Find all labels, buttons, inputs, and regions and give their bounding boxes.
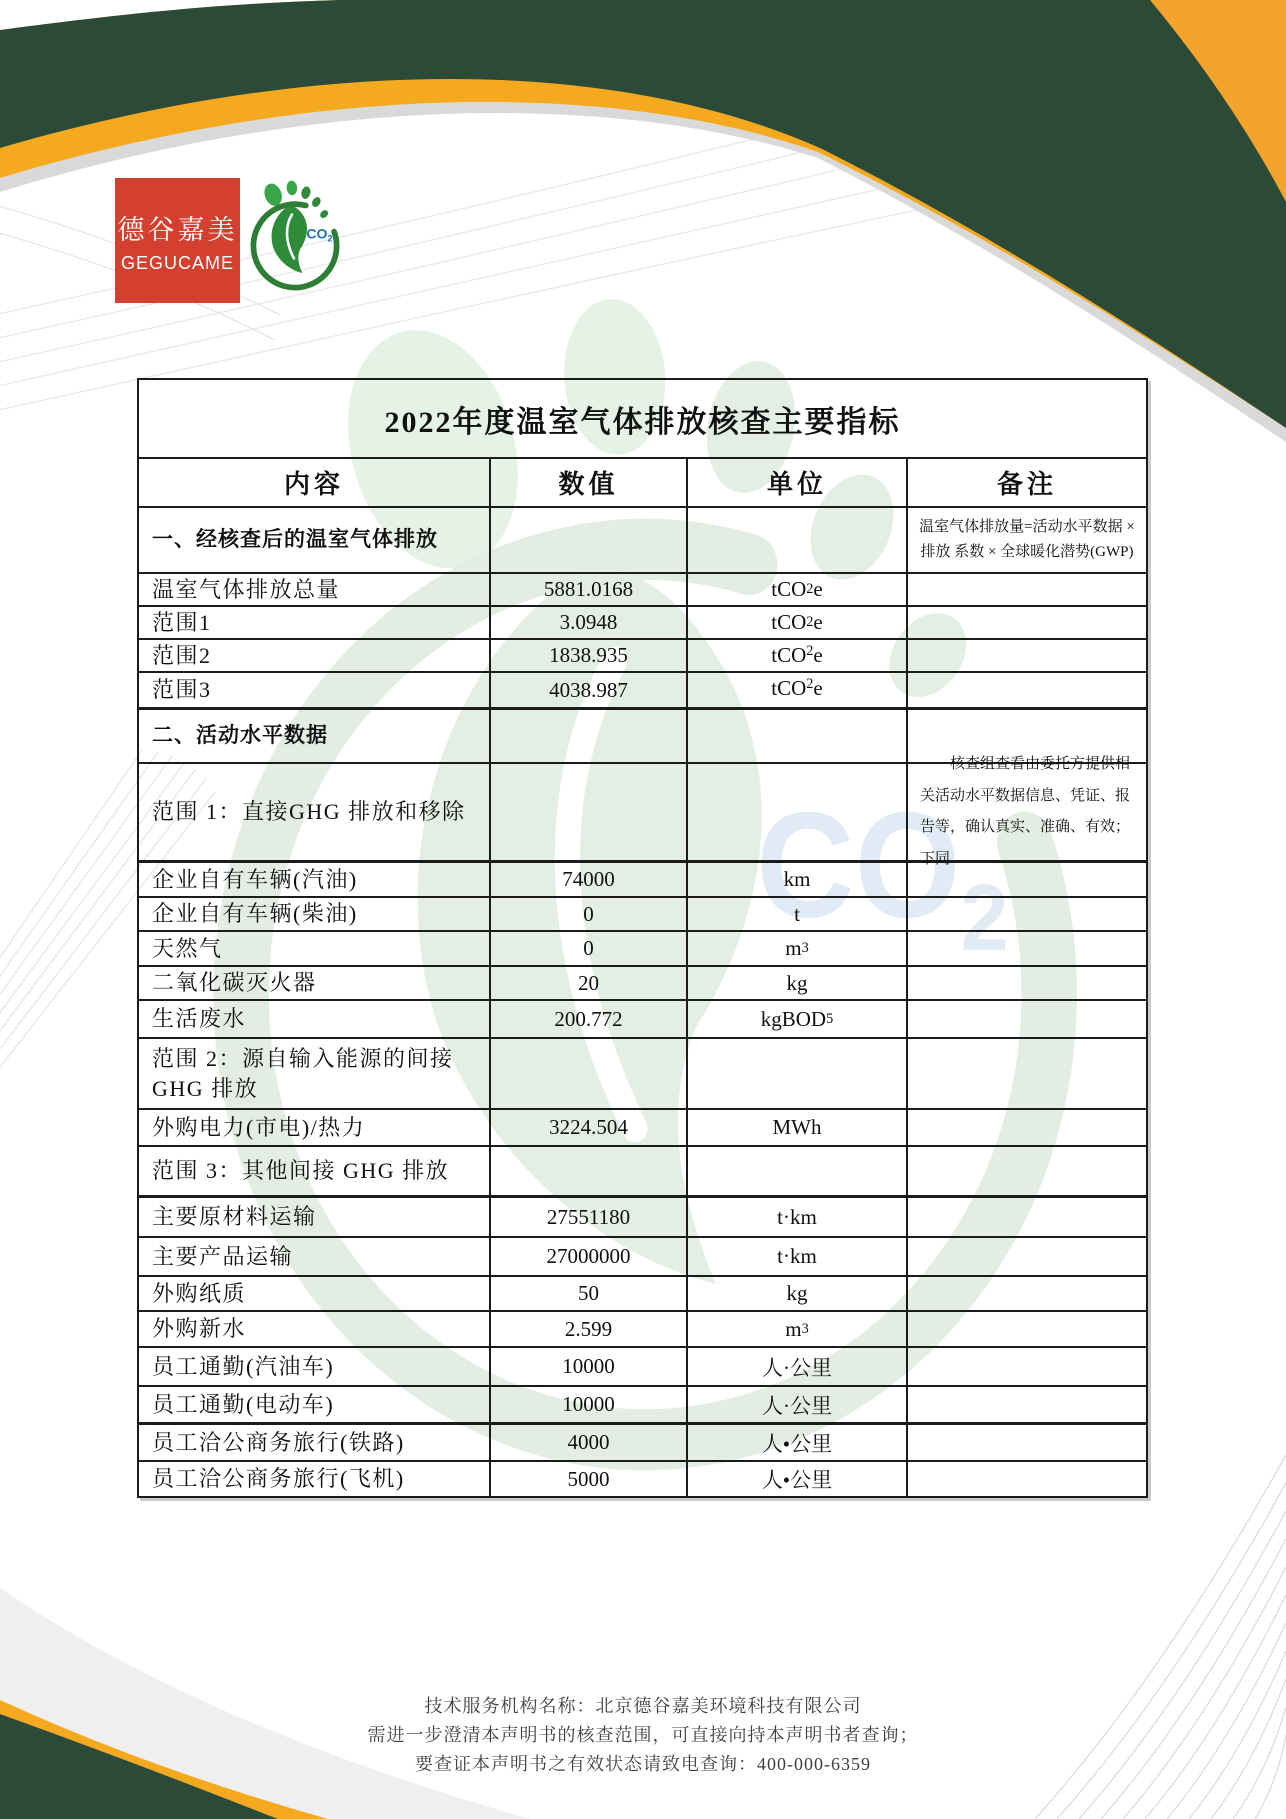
cell-remark — [906, 1387, 1146, 1422]
table-row — [139, 671, 1146, 707]
cell-unit: m 3 — [686, 932, 906, 965]
cell-label: 企业自有车辆(汽油) — [152, 866, 358, 892]
cell-unit: tCO 2 e — [686, 673, 906, 707]
cell-value: 5881.0168 — [489, 574, 686, 605]
cell-unit: MWh — [686, 1110, 906, 1145]
header-content: 内容 — [283, 470, 344, 499]
cell-remark: 核查组查看由委托方提供相关活动水平数据信息、凭证、报告等，确认真实、准确、有效；下同 — [906, 764, 1146, 860]
table-row — [139, 1037, 1146, 1108]
cell-value: 74000 — [489, 863, 686, 896]
table-row — [139, 930, 1146, 965]
cell-label: 员工洽公商务旅行(铁路) — [152, 1429, 405, 1455]
table-row — [139, 896, 1146, 930]
table-rows — [139, 506, 1146, 1496]
table-row — [139, 965, 1146, 999]
cell-remark — [906, 640, 1146, 671]
table-row — [139, 860, 1146, 896]
cell-remark — [906, 1312, 1146, 1346]
table-row — [139, 638, 1146, 671]
cell-value: 4038.987 — [489, 673, 686, 707]
cell-value: 4000 — [489, 1425, 686, 1460]
table-row — [139, 1275, 1146, 1310]
cell-remark — [906, 1238, 1146, 1275]
cell-value: 0 — [489, 898, 686, 930]
cell-value — [489, 508, 686, 572]
table-row — [139, 1145, 1146, 1195]
cell-unit: kg — [686, 1277, 906, 1310]
cell-unit: m 3 — [686, 1312, 906, 1346]
cell-remark: 温室气体排放量=活动水平数据 × 排放 系数 × 全球暖化潜势(GWP) — [906, 508, 1146, 572]
cell-value: 10000 — [489, 1348, 686, 1385]
cell-remark — [906, 1198, 1146, 1236]
cell-value: 10000 — [489, 1387, 686, 1422]
footer-line: 要查证本声明书之有效状态请致电查询：400-000-6359 — [415, 1754, 871, 1774]
cell-unit: t — [686, 898, 906, 930]
cell-label: 外购电力(市电)/热力 — [152, 1114, 366, 1140]
cell-unit — [686, 1147, 906, 1195]
cell-unit: tCO 2 e — [686, 607, 906, 638]
cell-label: 主要原材料运输 — [152, 1204, 317, 1230]
table-title: 2022年度温室气体排放核查主要指标 — [384, 405, 901, 439]
cell-value: 1838.935 — [489, 640, 686, 671]
cell-value: 3224.504 — [489, 1110, 686, 1145]
cell-value: 27551180 — [489, 1198, 686, 1236]
cell-value: 20 — [489, 967, 686, 999]
cell-value — [489, 1147, 686, 1195]
cell-remark — [906, 607, 1146, 638]
cell-unit — [686, 1039, 906, 1108]
cell-value — [489, 1039, 686, 1108]
table-row — [139, 756, 1146, 867]
cell-label: 员工洽公商务旅行(飞机) — [152, 1466, 405, 1492]
cell-unit — [686, 764, 906, 860]
table-row — [139, 1195, 1146, 1236]
cell-unit: t·km — [686, 1238, 906, 1275]
cell-unit: tCO 2 e — [686, 574, 906, 605]
cell-label: 天然气 — [152, 935, 223, 961]
cell-unit — [686, 508, 906, 572]
cell-label: 范围 3：其他间接 GHG 排放 — [152, 1158, 450, 1184]
cell-value: 0 — [489, 932, 686, 965]
table-row — [139, 1236, 1146, 1275]
cell-remark — [906, 1277, 1146, 1310]
cell-label: 一、经核查后的温室气体排放 — [152, 527, 438, 551]
cell-label: 主要产品运输 — [152, 1243, 294, 1269]
cell-unit: 人·公里 — [686, 1348, 906, 1385]
cell-value: 2.599 — [489, 1312, 686, 1346]
cell-label: 员工通勤(汽油车) — [152, 1353, 335, 1379]
cell-value: 5000 — [489, 1462, 686, 1496]
cell-remark — [906, 1110, 1146, 1145]
cell-remark — [906, 1001, 1146, 1037]
cell-value: 50 — [489, 1277, 686, 1310]
cell-remark — [906, 1425, 1146, 1460]
cell-unit: 人•公里 — [686, 1462, 906, 1496]
cell-label: 外购新水 — [152, 1316, 247, 1342]
ghg-indicators-table — [137, 378, 1148, 1498]
table-row — [139, 999, 1146, 1037]
footer-line: 技术服务机构名称：北京德谷嘉美环境科技有限公司 — [424, 1696, 862, 1716]
cell-value — [489, 710, 686, 762]
cell-remark — [906, 1348, 1146, 1385]
table-row — [139, 1385, 1146, 1422]
cell-label: 二、活动水平数据 — [152, 723, 328, 747]
table-row — [139, 1346, 1146, 1385]
cell-label: 生活废水 — [152, 1006, 247, 1032]
footer — [0, 1692, 1286, 1779]
table-row — [139, 1422, 1146, 1460]
cell-unit: kgBOD 5 — [686, 1001, 906, 1037]
cell-label: 范围1 — [152, 609, 212, 635]
cell-label: 范围 2：源自输入能源的间接GHG 排放 — [152, 1045, 454, 1101]
table-row — [139, 1108, 1146, 1145]
cell-remark — [906, 863, 1146, 896]
cell-label: 员工通勤(电动车) — [152, 1391, 335, 1417]
cell-unit: 人•公里 — [686, 1425, 906, 1460]
cell-value: 200.772 — [489, 1001, 686, 1037]
cell-label: 范围 1：直接GHG 排放和移除 — [152, 799, 466, 825]
cell-label: 二氧化碳灭火器 — [152, 970, 317, 996]
cell-remark — [906, 967, 1146, 999]
cell-label: 外购纸质 — [152, 1280, 247, 1306]
cell-value — [489, 764, 686, 860]
table-row — [139, 1460, 1146, 1496]
cell-unit: km — [686, 863, 906, 896]
table-row — [139, 572, 1146, 605]
table-row — [139, 605, 1146, 638]
table-row — [139, 1310, 1146, 1346]
cell-remark — [906, 1462, 1146, 1496]
cell-label: 范围2 — [152, 642, 212, 668]
table-header-row — [139, 457, 1146, 506]
cell-remark — [906, 898, 1146, 930]
table-row — [139, 506, 1146, 572]
header-remark: 备注 — [906, 459, 1146, 506]
carbon-footprint-logo — [243, 177, 347, 297]
header-unit: 单位 — [686, 459, 906, 506]
header-value: 数值 — [489, 459, 686, 506]
cell-label: 范围3 — [152, 677, 212, 703]
cell-value: 3.0948 — [489, 607, 686, 638]
cell-remark — [906, 574, 1146, 605]
cell-unit: kg — [686, 967, 906, 999]
footer-line: 需进一步澄清本声明书的核查范围，可直接向持本声明书者查询； — [367, 1725, 919, 1745]
company-logo-red-box — [115, 178, 240, 303]
company-name-en: GEGUCAME — [120, 252, 234, 273]
cell-remark — [906, 932, 1146, 965]
cell-label: 温室气体排放总量 — [152, 576, 341, 602]
cell-remark — [906, 1147, 1146, 1195]
cell-unit — [686, 710, 906, 762]
cell-label: 企业自有车辆(柴油) — [152, 901, 358, 927]
cell-unit: 人·公里 — [686, 1387, 906, 1422]
company-name-cn: 德谷嘉美 — [117, 214, 238, 245]
cell-unit: tCO 2 e — [686, 640, 906, 671]
cell-value: 27000000 — [489, 1238, 686, 1275]
cell-remark — [906, 673, 1146, 707]
cell-remark — [906, 1039, 1146, 1108]
cell-unit: t·km — [686, 1198, 906, 1236]
